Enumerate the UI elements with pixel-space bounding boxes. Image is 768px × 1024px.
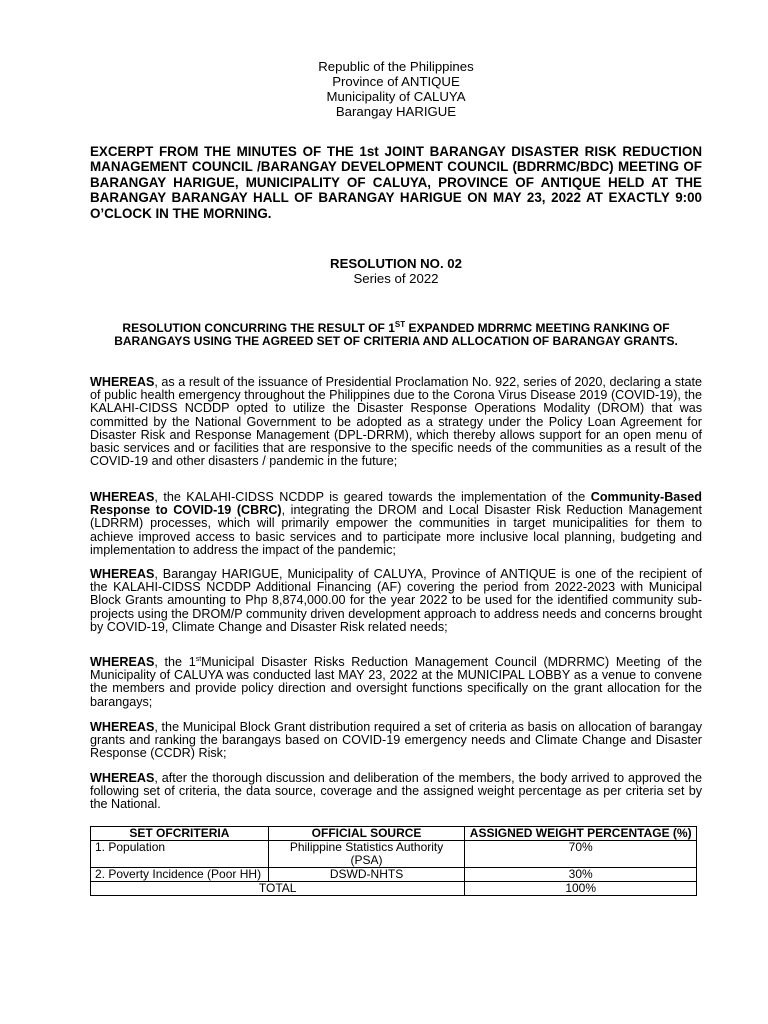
resolution-number: RESOLUTION NO. 02 (330, 256, 462, 271)
resolution-title-part-a: RESOLUTION CONCURRING THE RESULT OF 1 (122, 321, 395, 335)
table-total-row (91, 882, 697, 896)
whereas-lead: WHEREAS (90, 567, 155, 581)
resolution-title (90, 322, 702, 349)
header-province: Province of ANTIQUE (332, 74, 460, 89)
excerpt-heading: EXCERPT FROM THE MINUTES OF THE 1st JOINT BARANGAY DISASTER RISK REDUCTION MANAGEMENT COUNCIL /BARANGAY DEVELOPMENT COUNCIL (BDRRMC/BDC) MEETING OF BARANGAY HARIGUE, MUNICIPALITY OF CALUYA, PROVINCE OF ANTIQUE HELD AT THE BARANGAY BARANGAY HALL OF BARANGAY HARIGUE ON MAY 23, 2022 AT EXACTLY 9:00 O’CLOCK IN THE MORNING. (90, 144, 702, 221)
table-total-value: 100% (465, 882, 697, 896)
criteria-table (90, 826, 697, 896)
whereas-lead: WHEREAS (90, 655, 155, 669)
table-header-source: OFFICIAL SOURCE (268, 827, 465, 841)
table-row (91, 868, 697, 882)
whereas-paragraph-5 (90, 721, 702, 761)
table-cell-weight: 30% (465, 868, 697, 882)
table-cell-criteria: 1. Population (91, 841, 269, 868)
resolution-title-part-b: EXPANDED MDRRMC MEETING RANKING OF BARANGAYS USING THE AGREED SET OF CRITERIA AND ALLOCATION OF BARANGAY GRANTS. (114, 321, 678, 349)
whereas-lead: WHEREAS (90, 490, 155, 504)
whereas-text: , the Municipal Block Grant distribution required a set of criteria as basis on allocation of barangay grants and ranking the barangays based on COVID-19 emergency needs and Climate Change and Disaster Response (CCDR) Risk; (90, 720, 702, 761)
whereas-superscript: st (195, 655, 202, 663)
whereas-lead: WHEREAS (90, 720, 155, 734)
whereas-paragraph-2 (90, 491, 702, 557)
resolution-title-superscript: ST (394, 320, 406, 329)
table-cell-source: Philippine Statistics Authority (PSA) (268, 841, 465, 868)
whereas-lead: WHEREAS (90, 771, 155, 785)
header-republic: Republic of the Philippines (318, 59, 474, 74)
whereas-text: , integrating the DROM and Local Disaster Risk Reduction Management (LDRRM) processes, which will primarily empower the communities in target municipalities for them to achieve improved access to basic services and to participate more inclusive local planning, budgeting and implementation to address the impact of the pandemic; (90, 503, 702, 557)
table-header-criteria: SET OFCRITERIA (91, 827, 269, 841)
whereas-text: Municipal Disaster Risks Reduction Management Council (MDRRMC) Meeting of the Municipality of CALUYA was conducted last MAY 23, 2022 at the MUNICIPAL LOBBY as a venue to convene the members and provide policy direction and oversight functions specifically on the grant allocation for the barangays; (90, 655, 702, 709)
whereas-text: , as a result of the issuance of Presidential Proclamation No. 922, series of 2020, declaring a state of public health emergency throughout the Philippines due to the Corona Virus Disease 2019 (COVID-19), the KALAHI-CIDSS NCDDP opted to utilize the Disaster Response Operations Modality (DROM) that was committed by the National Government to be adopted as a strategy under the Policy Loan Agreement for Disaster Risk and Response Management (DPL-DRRM), which thereby allows support for an open menu of basic services and or facilities that are responsive to the specific needs of the communities as a result of the COVID-19 and other disasters / pandemic in the future; (90, 375, 702, 469)
table-total-label: TOTAL (91, 882, 465, 896)
whereas-paragraph-6 (90, 772, 702, 812)
whereas-text: , the KALAHI-CIDSS NCDDP is geared towards the implementation of the (154, 490, 591, 504)
whereas-paragraph-1 (90, 376, 702, 468)
resolution-number-block (90, 256, 702, 286)
whereas-paragraph-4 (90, 656, 702, 709)
table-cell-source: DSWD-NHTS (268, 868, 465, 882)
whereas-paragraph-3 (90, 568, 702, 634)
header-barangay: Barangay HARIGUE (335, 104, 457, 119)
table-cell-criteria: 2. Poverty Incidence (Poor HH) (91, 868, 269, 882)
table-header-weight: ASSIGNED WEIGHT PERCENTAGE (%) (465, 827, 697, 841)
document-header (90, 59, 702, 119)
whereas-lead: WHEREAS (90, 375, 155, 389)
resolution-series: Series of 2022 (353, 271, 439, 286)
whereas-text: , the 1 (154, 655, 196, 669)
cbrc-bold-text: Community-Based Response to COVID-19 (CBRC) (90, 490, 702, 518)
header-municipality: Municipality of CALUYA (326, 89, 466, 104)
whereas-text: , after the thorough discussion and deliberation of the members, the body arrived to approved the following set of criteria, the data source, coverage and the assigned weight percentage as per criteria set by the National. (90, 771, 702, 812)
table-cell-weight: 70% (465, 841, 697, 868)
table-row (91, 841, 697, 868)
whereas-text: , Barangay HARIGUE, Municipality of CALUYA, Province of ANTIQUE is one of the recipient of the KALAHI-CIDSS NCDDP Additional Financing (AF) covering the period from 2022-2023 with Municipal Block Grants amounting to Php 8,874,000.00 for the year 2022 to be used for the identified community sub-projects using the DROM/P community driven development approach to address needs and concerns brought by COVID-19, Climate Change and Disaster Risk related needs; (90, 567, 702, 634)
table-header-row (91, 827, 697, 841)
